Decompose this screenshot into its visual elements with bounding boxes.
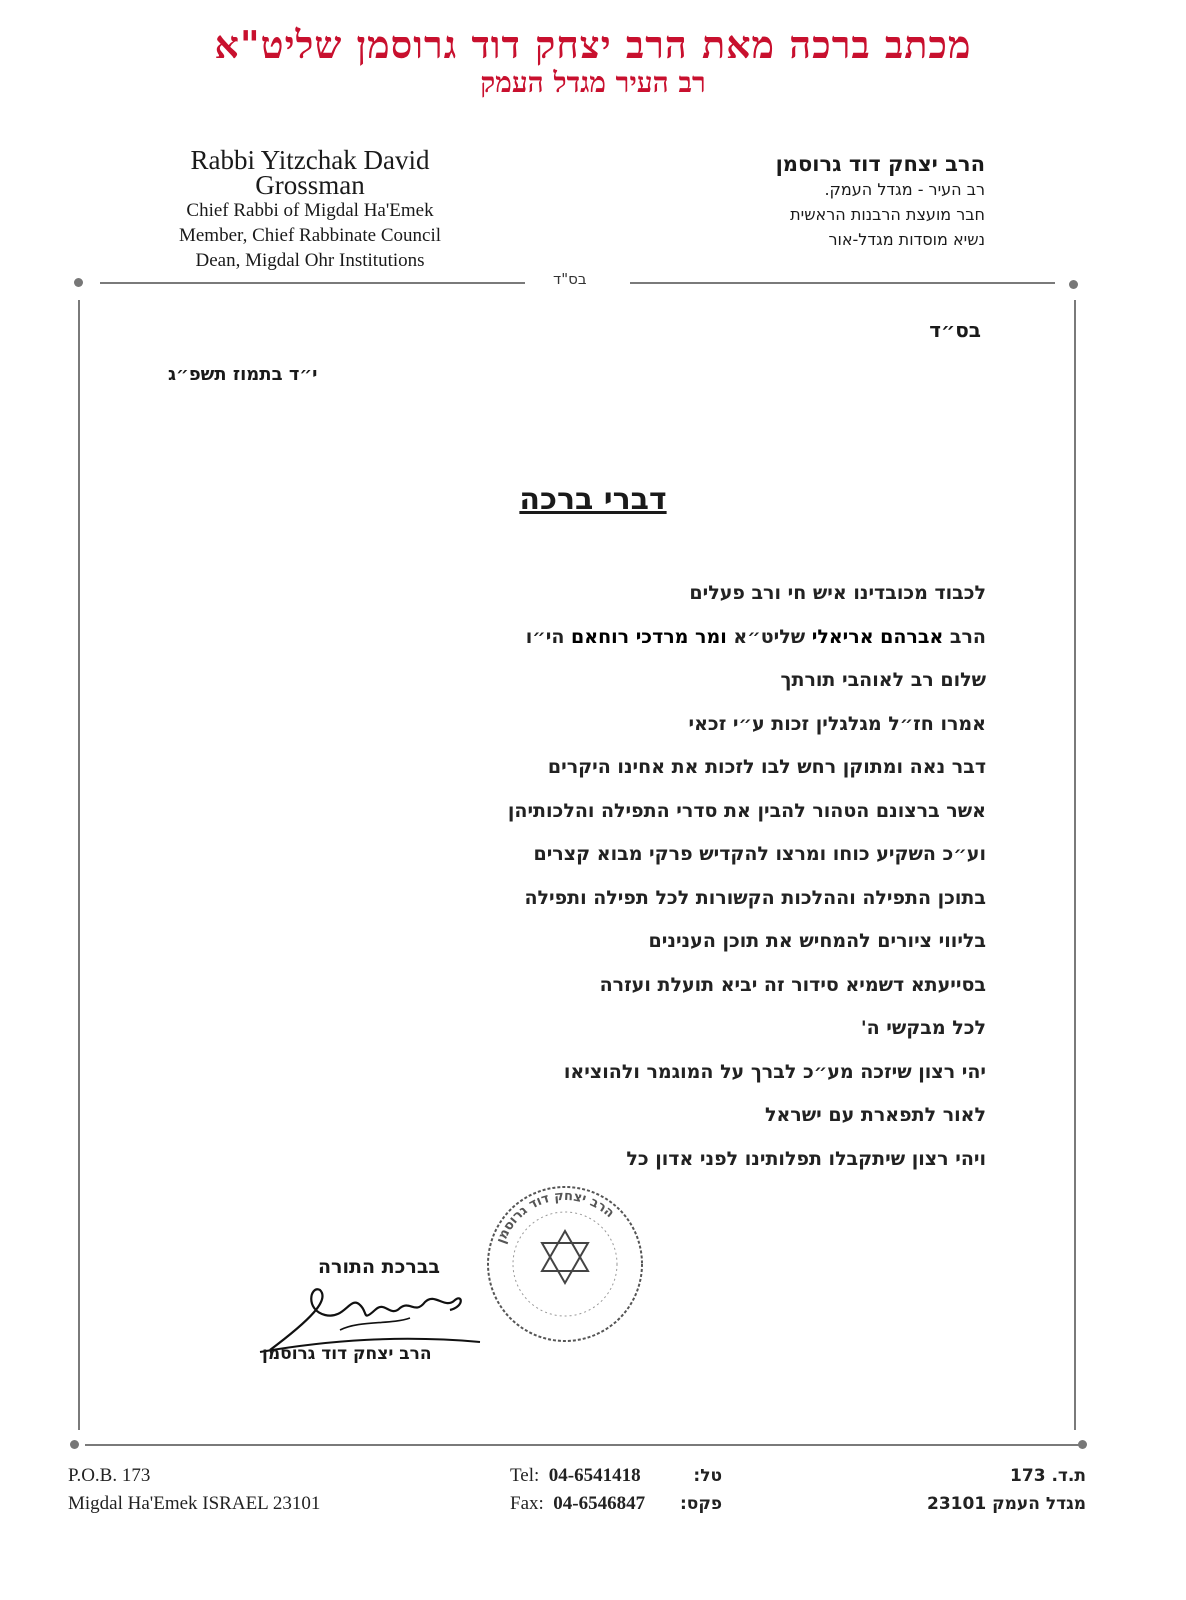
footer-city-en: Migdal Ha'Emek ISRAEL 23101 [68, 1493, 321, 1514]
top-rule-left [100, 282, 525, 284]
fax-number: 04-6546847 [553, 1493, 646, 1514]
letterhead-en-title: Chief Rabbi of Migdal Ha'Emek [186, 200, 434, 221]
fax-label: Fax: [510, 1493, 544, 1514]
stamp-graphic [484, 1183, 646, 1345]
tel-number: 04-6541418 [548, 1465, 641, 1486]
star-of-david-icon [542, 1231, 588, 1283]
bottom-rule [85, 1444, 1080, 1446]
letterhead-en-name: Rabbi Yitzchak David Grossman [190, 145, 430, 200]
letterhead-he-name: הרב יצחק דוד גרוסמן [775, 152, 985, 176]
salutation-line: לכבוד מכובדינו איש חי ורב פעלים [689, 582, 986, 604]
addressee-name-2: ומר מרדכי רוחאם [571, 625, 727, 648]
signature-name: הרב יצחק דוד גרוסמן [262, 1344, 432, 1364]
body-line: אמרו חז״ל מגלגלין זכות ע״י זכאי [688, 712, 986, 735]
body-line: דבר נאה ומתוקן רחש לבו לזכות את אחינו היקרים [547, 756, 986, 778]
letterhead-hebrew [740, 152, 985, 252]
right-border [1074, 300, 1076, 1430]
footer-pob-he: ת.ד. 173 [1010, 1466, 1086, 1486]
footer-address-en [68, 1462, 320, 1518]
footer-phone-he [680, 1462, 722, 1518]
addressee-honorific: שליט״א [733, 625, 806, 648]
closing-text: בברכת התורה [318, 1256, 441, 1278]
corner-dot [74, 278, 83, 287]
letter-body [366, 578, 986, 1187]
addressee-prefix: הרב [949, 625, 986, 648]
body-line: לכל מבקשי ה' [860, 1017, 986, 1039]
rabbinical-stamp [484, 1183, 646, 1345]
body-line: אשר ברצונם הטהור להבין את סדרי התפילה והלכותיהן [507, 799, 986, 822]
page-subtitle: רב העיר מגדל העמק [480, 66, 706, 99]
body-line: יהי רצון שיזכה מע״כ לברך על המוגמר ולהוציאו [563, 1060, 986, 1083]
letterhead-he-title: רב העיר - מגדל העמק. [824, 180, 985, 199]
footer-city-he: מגדל העמק 23101 [927, 1494, 1086, 1514]
left-border [78, 300, 80, 1430]
body-line: בסייעתא דשמיא סידור זה יביא תועלת ועזרה [599, 973, 986, 996]
body-line: שלום רב לאוהבי תורתך [780, 669, 986, 691]
letter-heading: דברי ברכה [519, 482, 667, 517]
addressee-line [366, 622, 986, 666]
addressee-name-1: אברהם אריאלי [811, 625, 944, 648]
page-title: מכתב ברכה מאת הרב יצחק דוד גרוסמן שליט"א [214, 22, 972, 67]
letterhead-he-dean: נשיא מוסדות מגדל-אור [828, 230, 985, 249]
tel-label: Tel: [510, 1465, 540, 1486]
corner-dot [70, 1440, 79, 1449]
corner-dot [1078, 1440, 1087, 1449]
bsd-small: בס"ד [553, 270, 587, 288]
footer-pob: P.O.B. 173 [68, 1465, 151, 1486]
letter-date: י״ד בתמוז תשפ״ג [168, 364, 318, 385]
letterhead-en-member: Member, Chief Rabbinate Council [178, 225, 441, 246]
bsd-header: בס״ד [929, 318, 981, 342]
top-rule-right [630, 282, 1055, 284]
letterhead-he-member: חבר מועצת הרבנות הראשית [790, 205, 985, 224]
letterhead-en-dean: Dean, Migdal Ohr Institutions [195, 250, 425, 271]
letterhead-english [150, 145, 470, 273]
fax-label-he: פקס: [680, 1494, 723, 1514]
body-line: וע״כ השקיע כוחו ומרצו להקדיש פרקי מבוא קצרים [533, 843, 986, 865]
footer-phone [510, 1462, 645, 1518]
stamp-text: הרב יצחק דוד גרוסמן [493, 1188, 617, 1246]
footer-address-he [927, 1462, 1086, 1518]
addressee-suffix: הי״ו [525, 625, 565, 648]
body-line: ויהי רצון שיתקבלו תפלותינו לפני אדון כל [626, 1147, 986, 1170]
body-line: בתוכן התפילה וההלכות הקשורות לכל תפילה ותפילה [524, 886, 986, 909]
corner-dot [1069, 280, 1078, 289]
tel-label-he: טל: [693, 1466, 723, 1486]
body-line: לאור לתפארת עם ישראל [764, 1104, 986, 1126]
body-line: בליווי ציורים להמחיש את תוכן הענינים [648, 930, 986, 952]
